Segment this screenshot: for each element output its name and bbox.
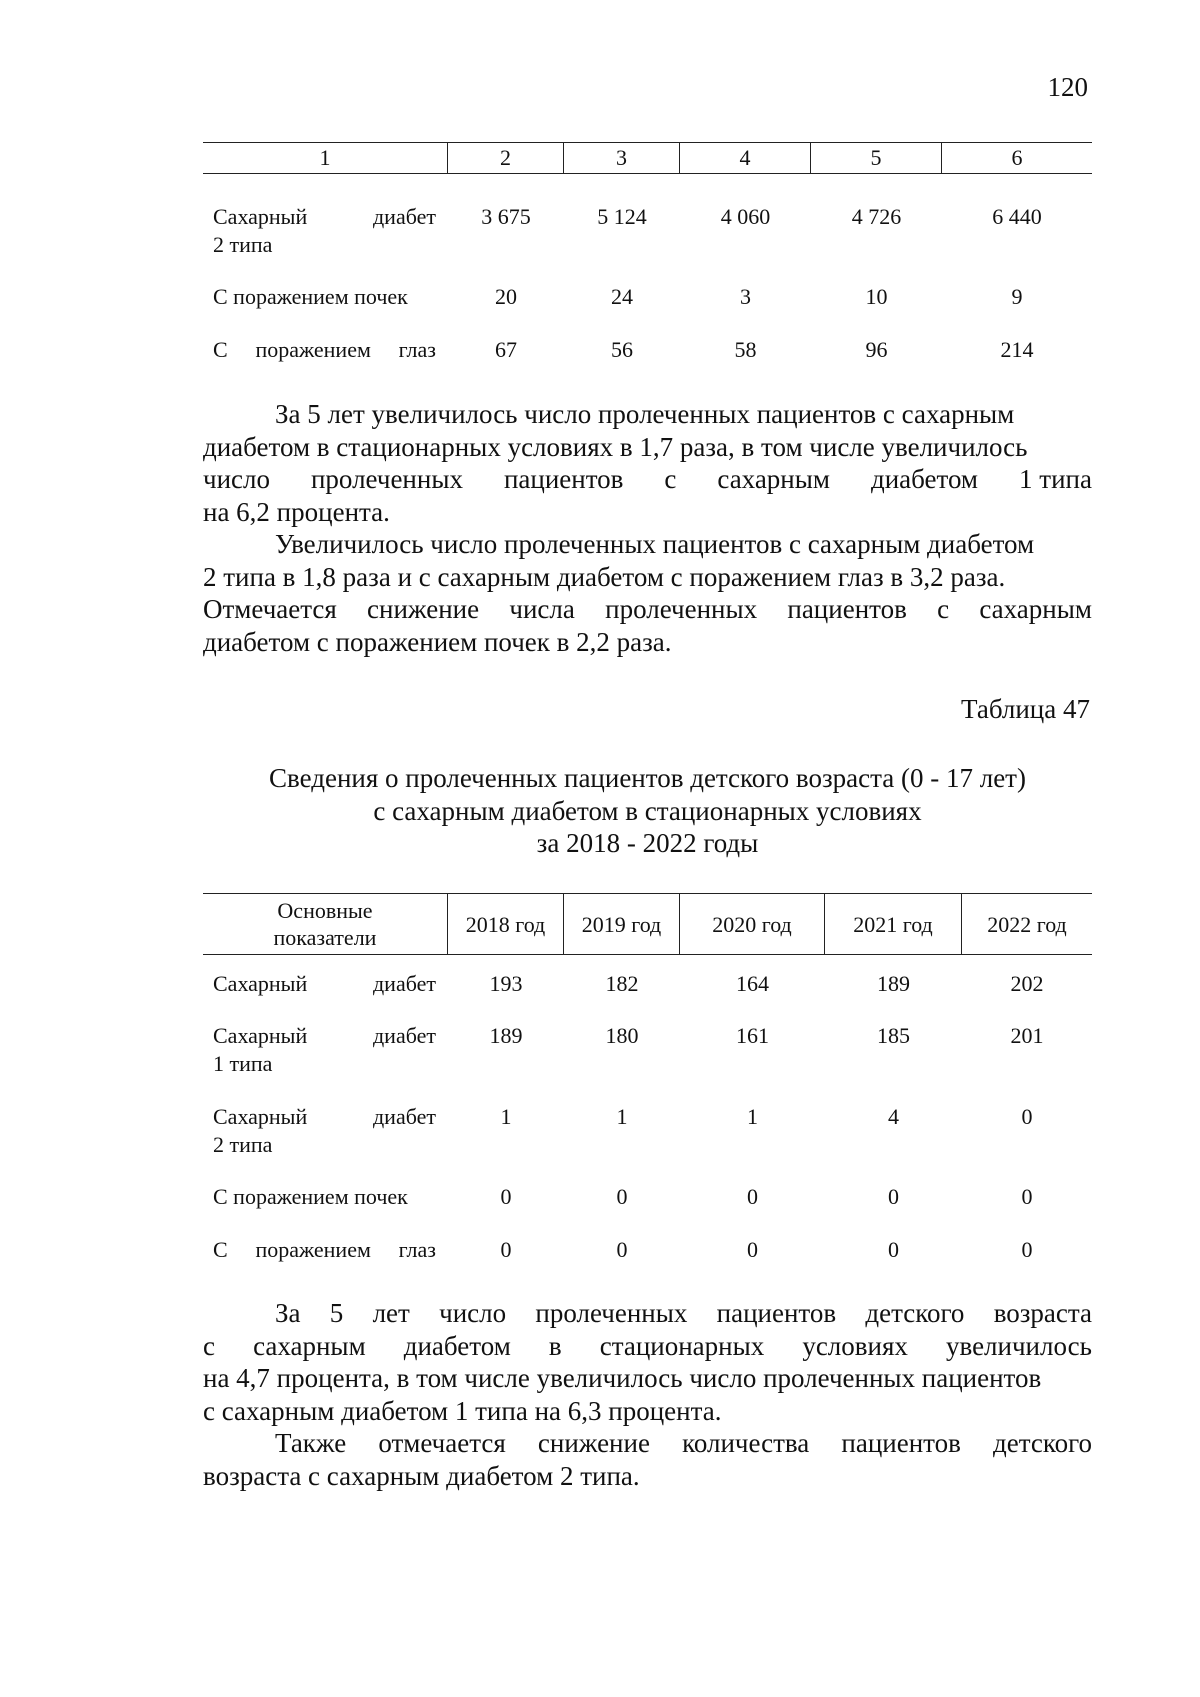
- table-row: [203, 970, 1092, 998]
- paragraph-2: Увеличилось число пролеченных пациентов с сахарным диабетом 2 типа в 1,8 раза и с сахарным диабетом с поражением глаз в 3,2 раза. Отмечается снижение числа пролеченных пациентов с сахарным диабетом с поражением почек в 2,2 раза.: [203, 529, 1092, 657]
- table-cell: 193: [489, 971, 523, 996]
- table-cell: 96: [865, 337, 888, 362]
- table-cell: 164: [736, 971, 769, 996]
- row-label: Сахарный диабет: [213, 971, 436, 996]
- table-cell: 67: [495, 337, 517, 362]
- table1-header: [203, 142, 1092, 174]
- table-row: [203, 203, 1092, 259]
- table2-header-cell: Основные показатели: [203, 894, 448, 954]
- row-label: С поражением глаз: [213, 337, 436, 362]
- table-cell: 201: [1010, 1023, 1044, 1048]
- table-cell: 0: [888, 1184, 899, 1209]
- table-cell: 180: [605, 1023, 639, 1048]
- table-cell: 4: [888, 1104, 899, 1129]
- row-label: Сахарный диабет 2 типа: [213, 1104, 436, 1157]
- table-cell: 1: [747, 1104, 758, 1129]
- table2-header-cell: 2019 год: [564, 894, 680, 954]
- row-label: С поражением глаз: [213, 1237, 436, 1262]
- table2-header-cell: 2020 год: [680, 894, 825, 954]
- table-row: [203, 1236, 1092, 1264]
- table1-header-cell: 6: [1011, 145, 1023, 170]
- table-cell: 6 440: [992, 204, 1042, 229]
- table-row: [203, 283, 1092, 311]
- row-label: С поражением почек: [213, 1184, 408, 1209]
- table-cell: 10: [865, 284, 888, 309]
- table-cell: 56: [611, 337, 633, 362]
- table-cell: 0: [616, 1184, 628, 1209]
- table-cell: 3 675: [481, 204, 531, 229]
- table-cell: 0: [1021, 1104, 1033, 1129]
- table-row: [203, 1103, 1092, 1159]
- table-cell: 4 060: [720, 204, 771, 229]
- table1-header-cell: 4: [680, 143, 811, 173]
- table-cell: 9: [1011, 284, 1023, 309]
- row-label: С поражением почек: [213, 284, 408, 309]
- page-number: 120: [1047, 72, 1088, 102]
- table1-header-cell: 5: [811, 143, 942, 173]
- table1-header-cell: 2: [448, 143, 564, 173]
- table-cell: 5 124: [597, 204, 647, 229]
- table-cell: 185: [877, 1023, 910, 1048]
- table-cell: 202: [1010, 971, 1044, 996]
- row-label: Сахарный диабет 2 типа: [213, 204, 436, 257]
- table-cell: 0: [747, 1184, 758, 1209]
- table-cell: 4 726: [851, 204, 902, 229]
- table-cell: 189: [877, 971, 910, 996]
- table2-header-cell: 2022 год: [987, 911, 1067, 937]
- table-cell: 0: [888, 1237, 899, 1262]
- table-cell: 0: [1021, 1184, 1033, 1209]
- table-row: [203, 336, 1092, 364]
- table-cell: 1: [616, 1104, 628, 1129]
- table-cell: 0: [500, 1184, 512, 1209]
- table-cell: 24: [611, 284, 633, 309]
- table-cell: 1: [500, 1104, 512, 1129]
- table-title: Сведения о пролеченных пациентов детского возраста (0 - 17 лет) с сахарным диабетом в стационарных условиях за 2018 - 2022 годы: [269, 763, 1026, 858]
- table-cell: 0: [500, 1237, 512, 1262]
- table-cell: 0: [747, 1237, 758, 1262]
- table-cell: 214: [1000, 337, 1034, 362]
- table-cell: 161: [736, 1023, 769, 1048]
- table1-header-cell: 3: [564, 143, 680, 173]
- table-cell: 182: [605, 971, 639, 996]
- table2-header-cell: 2021 год: [825, 894, 962, 954]
- table-cell: 20: [495, 284, 517, 309]
- paragraph-1: За 5 лет увеличилось число пролеченных пациентов с сахарным диабетом в стационарных условиях в 1,7 раза, в том числе увеличилось число пролеченных пациентов с сахарным диабетом 1 типа на 6,2 процента.: [203, 399, 1092, 527]
- table-cell: 189: [489, 1023, 523, 1048]
- paragraph-4: Также отмечается снижение количества пациентов детского возраста с сахарным диабетом 2 типа.: [203, 1428, 1092, 1491]
- table-row: [203, 1183, 1092, 1211]
- row-label: Сахарный диабет 1 типа: [213, 1023, 436, 1076]
- table-cell: 3: [740, 284, 751, 309]
- table-row: [203, 1022, 1092, 1078]
- table-cell: 0: [1021, 1237, 1033, 1262]
- table-cell: 0: [616, 1237, 628, 1262]
- table2-header-cell: 2018 год: [448, 894, 564, 954]
- table-cell: 58: [734, 337, 757, 362]
- table1-header-cell: 1: [203, 143, 448, 173]
- table2-header: [203, 893, 1092, 955]
- table-caption: Таблица 47: [961, 694, 1090, 724]
- paragraph-3: За 5 лет число пролеченных пациентов детского возраста с сахарным диабетом в стационарных условиях увеличилось на 4,7 процента, в том числе увеличилось число пролеченных пациентов с сахарным диабетом 1 типа на 6,3 процента.: [203, 1298, 1092, 1426]
